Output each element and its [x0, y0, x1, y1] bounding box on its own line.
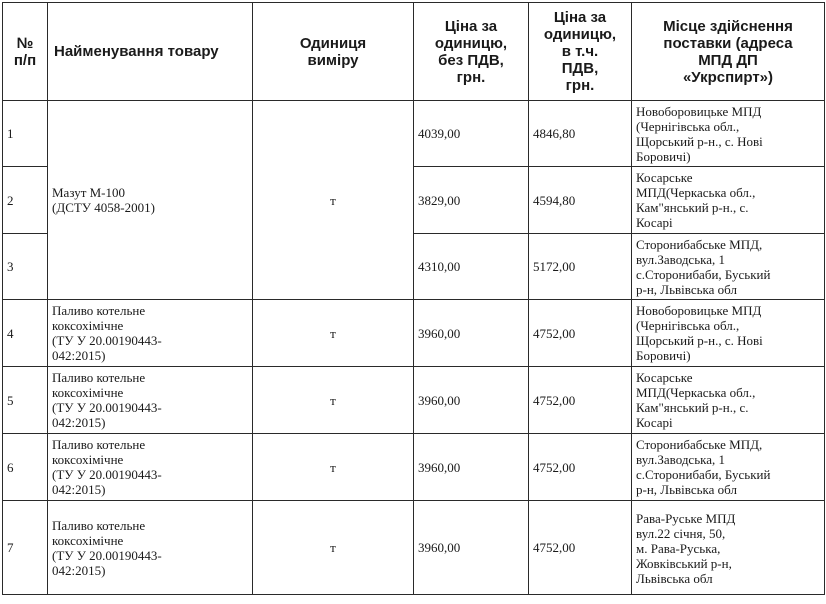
row-number: 7	[3, 501, 48, 595]
delivery-place: Новоборовицьке МПД (Чернігівська обл., Щорський р-н., с. Нові Боровичі)	[632, 101, 825, 167]
row-number: 5	[3, 367, 48, 434]
header-num: № п/п	[3, 3, 48, 101]
header-row	[3, 3, 825, 101]
unit-cell: т	[253, 367, 414, 434]
unit-cell: т	[253, 501, 414, 595]
delivery-place: Новоборовицьке МПД (Чернігівська обл., Щорський р-н., с. Нові Боровичі)	[632, 300, 825, 367]
unit-cell: т	[253, 434, 414, 501]
delivery-place: Рава-Руське МПД вул.22 січня, 50, м. Рава-Руська, Жовківський р-н, Львівська обл	[632, 501, 825, 595]
price-vat: 4752,00	[529, 300, 632, 367]
price-no-vat: 4310,00	[414, 234, 529, 300]
table-row	[3, 434, 825, 501]
header-unit: Одиниця виміру	[253, 3, 414, 101]
price-vat: 4846,80	[529, 101, 632, 167]
delivery-place: Сторонибабське МПД, вул.Заводська, 1 с.Сторонибаби, Буський р-н, Львівська обл	[632, 434, 825, 501]
row-number: 1	[3, 101, 48, 167]
product-name: Паливо котельне коксохімічне (ТУ У 20.00190443- 042:2015)	[48, 300, 253, 367]
price-vat: 4752,00	[529, 434, 632, 501]
product-name: Паливо котельне коксохімічне (ТУ У 20.00190443- 042:2015)	[48, 434, 253, 501]
row-number: 6	[3, 434, 48, 501]
price-table	[2, 2, 825, 595]
table-row	[3, 367, 825, 434]
price-vat: 4752,00	[529, 501, 632, 595]
header-price-no-vat: Ціна за одиницю, без ПДВ, грн.	[414, 3, 529, 101]
product-name: Паливо котельне коксохімічне (ТУ У 20.00190443- 042:2015)	[48, 501, 253, 595]
header-place: Місце здійснення поставки (адреса МПД ДП «Укрспирт»)	[632, 3, 825, 101]
table-row	[3, 101, 825, 167]
price-vat: 4594,80	[529, 167, 632, 234]
table-row	[3, 501, 825, 595]
delivery-place: Косарське МПД(Черкаська обл., Кам"янський р-н., с. Косарі	[632, 167, 825, 234]
delivery-place: Сторонибабське МПД, вул.Заводська, 1 с.Сторонибаби, Буський р-н, Львівська обл	[632, 234, 825, 300]
price-no-vat: 3960,00	[414, 367, 529, 434]
price-no-vat: 3829,00	[414, 167, 529, 234]
unit-cell: т	[253, 101, 414, 300]
price-no-vat: 3960,00	[414, 300, 529, 367]
header-name: Найменування товару	[48, 3, 253, 101]
price-no-vat: 4039,00	[414, 101, 529, 167]
row-number: 4	[3, 300, 48, 367]
price-no-vat: 3960,00	[414, 434, 529, 501]
row-number: 2	[3, 167, 48, 234]
header-price-vat: Ціна за одиницю, в т.ч. ПДВ, грн.	[529, 3, 632, 101]
price-vat: 5172,00	[529, 234, 632, 300]
price-no-vat: 3960,00	[414, 501, 529, 595]
product-name: Паливо котельне коксохімічне (ТУ У 20.00190443- 042:2015)	[48, 367, 253, 434]
document-page	[2, 2, 825, 595]
price-vat: 4752,00	[529, 367, 632, 434]
delivery-place: Косарське МПД(Черкаська обл., Кам"янський р-н., с. Косарі	[632, 367, 825, 434]
product-name: Мазут М-100 (ДСТУ 4058-2001)	[48, 101, 253, 300]
row-number: 3	[3, 234, 48, 300]
unit-cell: т	[253, 300, 414, 367]
table-row	[3, 300, 825, 367]
